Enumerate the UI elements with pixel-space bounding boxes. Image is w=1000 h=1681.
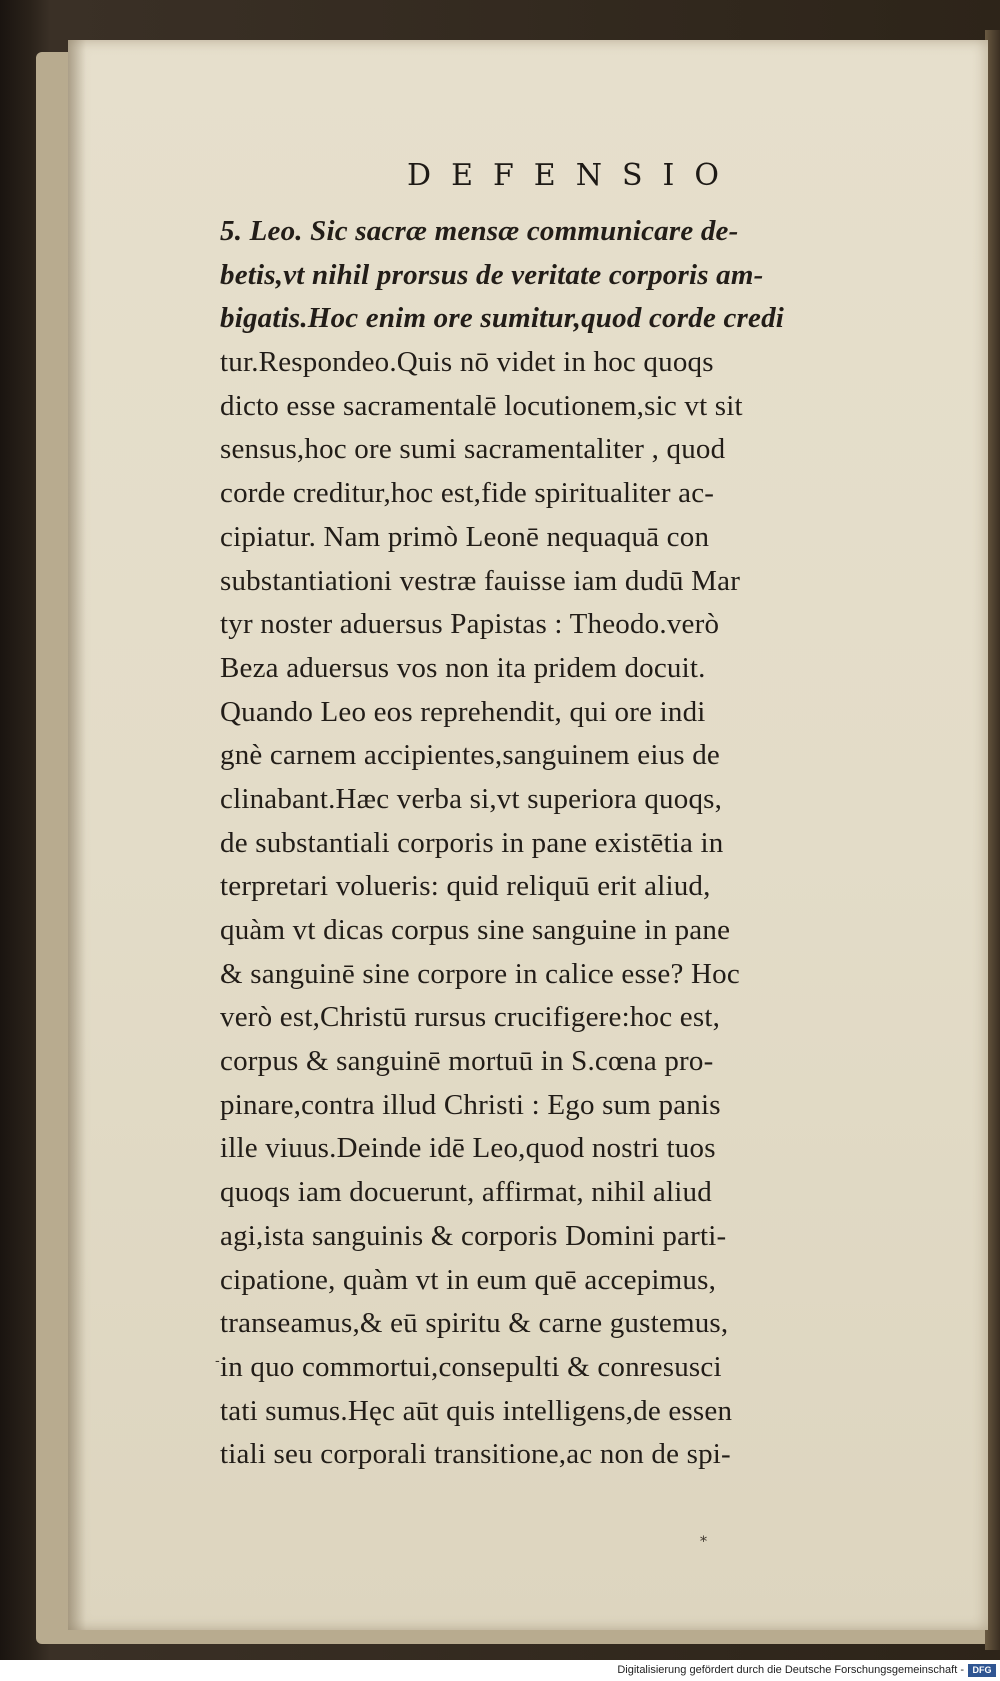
text-line: tati sumus.Hęc aūt quis intelligens,de essen [220, 1394, 733, 1427]
text-line: tyr noster aduersus Papistas : Theodo.verò [220, 608, 720, 641]
text-line: quoqs iam docuerunt, affirmat, nihil aliud [220, 1176, 712, 1209]
footer-credit: Digitalisierung gefördert durch die Deutsche Forschungsgemeinschaft - [617, 1664, 964, 1676]
text-line: corpus & sanguinē mortuū in S.cœna pro- [220, 1045, 714, 1078]
dfg-logo: DFG [968, 1664, 996, 1677]
catchword-mark: * [700, 1534, 707, 1550]
text-line: gnè carnem accipientes,sanguinem eius de [220, 739, 720, 772]
text-line: clinabant.Hæc verba si,vt superiora quoqs, [220, 782, 723, 815]
text-line: substantiationi vestræ fauisse iam dudū Mar [220, 564, 741, 597]
text-line: dicto esse sacramentalē locutionem,sic vt sit [220, 389, 743, 422]
text-line: Beza aduersus vos non ita pridem docuit. [220, 651, 706, 684]
text-line: corde creditur,hoc est,fide spiritualiter ac- [220, 477, 715, 510]
text-line: quàm vt dicas corpus sine sanguine in pane [220, 914, 731, 946]
text-line: agi,ista sanguinis & corporis Domini parti- [220, 1219, 727, 1252]
text-line: betis,vt nihil prorsus de veritate corporis am- [220, 258, 764, 291]
text-line: terpretari volueris: quid reliquū erit aliud, [220, 870, 711, 903]
running-head: DEFENSIO [407, 158, 739, 193]
body-text [220, 210, 960, 1477]
text-line: cipiatur. Nam primò Leonē nequaquā con [220, 520, 710, 553]
margin-mark: - [215, 1353, 220, 1369]
text-line: cipatione, quàm vt in eum quē accepimus, [220, 1263, 717, 1296]
text-line: verò est,Christū rursus crucifigere:hoc est, [220, 1001, 721, 1034]
text-line: tur.Respondeo.Quis nō videt in hoc quoqs [220, 346, 714, 379]
text-line: pinare,contra illud Christi : Ego sum panis [220, 1088, 721, 1121]
text-line: sensus,hoc ore sumi sacramentaliter , quod [220, 433, 726, 466]
text-line: transeamus,& eū spiritu & carne gustemus, [220, 1307, 729, 1340]
text-line: in quo commortui,consepulti & conresusci [220, 1350, 722, 1383]
page-gutter-shadow [68, 40, 86, 1630]
text-line: ille viuus.Deinde idē Leo,quod nostri tuos [220, 1132, 716, 1165]
text-line: 5. Leo. Sic sacræ mensæ communicare de- [220, 215, 739, 247]
text-line: bigatis.Hoc enim ore sumitur,quod corde credi [220, 302, 785, 335]
footer-bar [0, 1660, 1000, 1681]
text-line: Quando Leo eos reprehendit, qui ore indi [220, 695, 706, 728]
text-line: tiali seu corporali transitione,ac non de spi- [220, 1438, 731, 1471]
text-line: de substantiali corporis in pane existētia in [220, 826, 724, 859]
text-line: & sanguinē sine corpore in calice esse? Hoc [220, 957, 740, 990]
